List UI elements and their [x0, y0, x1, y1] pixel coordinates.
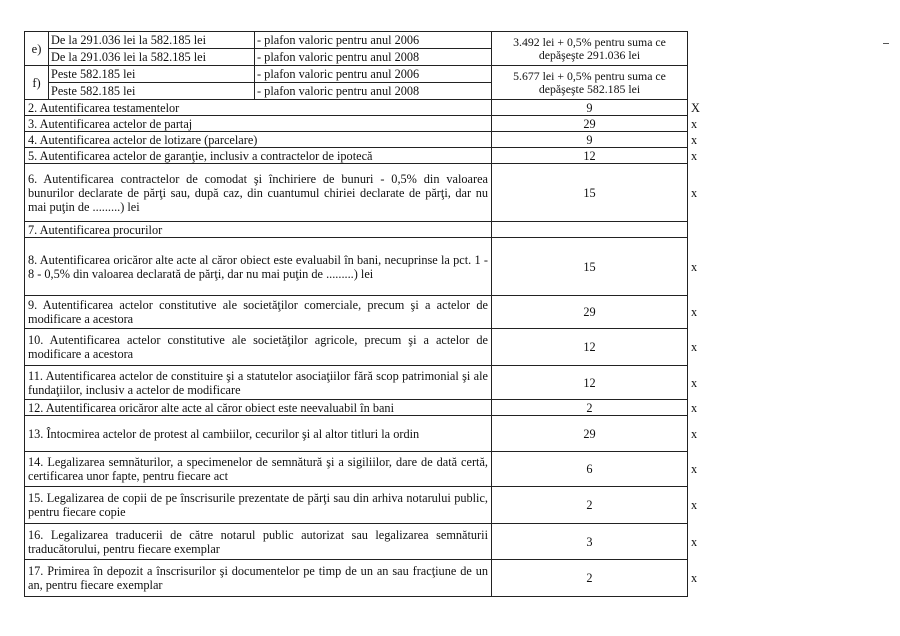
table-row: 9. Autentificarea actelor constitutive ale societăţilor comerciale, precum şi a actelor de modificare a acestora 29 x: [25, 296, 688, 329]
sub-row-letter: e): [25, 32, 49, 66]
table-row: 8. Autentificarea oricăror alte acte al căror obiect este evaluabil în bani, necuprinse la pct. 1 - 8 - 0,5% din valoarea declarată de părţi, dar nu mai puţin de .........) lei 15 x: [25, 238, 688, 296]
table-row: 13. Întocmirea actelor de protest al cambiilor, cecurilor şi al altor titluri la ordin 29 x: [25, 416, 688, 452]
row-description: 2. Autentificarea testamentelor: [25, 100, 492, 116]
row-fee: 9: [492, 132, 688, 148]
row-description: 10. Autentificarea actelor constitutive ale societăţilor agricole, precum şi a actelor de modificare a acestora: [25, 329, 492, 366]
row-description: 13. Întocmirea actelor de protest al cambiilor, cecurilor şi al altor titluri la ordin: [25, 416, 492, 452]
sub-row-letter: f): [25, 66, 49, 100]
sub-row-range: Peste 582.185 lei: [49, 83, 255, 100]
sub-row-range: Peste 582.185 lei: [49, 66, 255, 83]
table-row: 15. Legalizarea de copii de pe înscrisurile prezentate de părţi sau din arhiva notarului public, pentru fiecare copie 2 x: [25, 487, 688, 524]
row-fee: 12: [492, 148, 688, 164]
sub-row-range: De la 291.036 lei la 582.185 lei: [49, 32, 255, 49]
table-row: 4. Autentificarea actelor de lotizare (parcelare) 9 x: [25, 132, 688, 148]
table-row: [25, 222, 688, 238]
row-fee: 12: [492, 329, 688, 366]
sub-row-f: [25, 66, 688, 83]
sub-row-fee: 3.492 lei + 0,5% pentru suma ce depăşeşte 291.036 lei: [492, 32, 688, 66]
sub-row-cap: - plafon valoric pentru anul 2006: [255, 66, 492, 83]
fee-table: [24, 31, 700, 597]
row-description: 8. Autentificarea oricăror alte acte al căror obiect este evaluabil în bani, necuprinse la pct. 1 - 8 - 0,5% din valoarea declarată de părţi, dar nu mai puţin de .........) lei: [25, 238, 492, 296]
table-row: 10. Autentificarea actelor constitutive ale societăţilor agricole, precum şi a actelor de modificare a acestora 12 x: [25, 329, 688, 366]
table-row: 16. Legalizarea traducerii de către notarul public autorizat sau legalizarea semnăturii traducătorului, pentru fiecare exemplar 3 x: [25, 524, 688, 560]
row-description: 17. Primirea în depozit a înscrisurilor şi documentelor pe timp de un an sau fracţiune de un an, pentru fiecare exemplar: [25, 560, 492, 597]
row-description: 15. Legalizarea de copii de pe înscrisurile prezentate de părţi sau din arhiva notarului public, pentru fiecare copie: [25, 487, 492, 524]
row-fee: 29: [492, 296, 688, 329]
row-description: 16. Legalizarea traducerii de către notarul public autorizat sau legalizarea semnăturii traducătorului, pentru fiecare exemplar: [25, 524, 492, 560]
table-row: 6. Autentificarea contractelor de comodat şi închiriere de bunuri - 0,5% din valoarea bunurilor declarate de părţi sau, după caz, din cuantumul chiriei declarate de părţi, dar nu mai puţin de .........) lei 15 x: [25, 164, 688, 222]
table-row: 3. Autentificarea actelor de partaj 29 x: [25, 116, 688, 132]
row-description: 4. Autentificarea actelor de lotizare (parcelare): [25, 132, 492, 148]
sub-row-cap: - plafon valoric pentru anul 2006: [255, 32, 492, 49]
table-row: 2. Autentificarea testamentelor 9 X: [25, 100, 688, 116]
table-row: 5. Autentificarea actelor de garanţie, inclusiv a contractelor de ipotecă 12 x: [25, 148, 688, 164]
row-fee: 2: [492, 560, 688, 597]
row-fee: [492, 222, 688, 238]
row-fee: 2: [492, 400, 688, 416]
table-row: 12. Autentificarea oricăror alte acte al căror obiect este neevaluabil în bani 2 x: [25, 400, 688, 416]
row-fee: 9: [492, 100, 688, 116]
sub-row-cap: - plafon valoric pentru anul 2008: [255, 83, 492, 100]
row-description: 12. Autentificarea oricăror alte acte al căror obiect este neevaluabil în bani: [25, 400, 492, 416]
sub-row-cap: - plafon valoric pentru anul 2008: [255, 49, 492, 66]
row-fee: 15: [492, 164, 688, 222]
row-fee: 29: [492, 416, 688, 452]
row-fee: 12: [492, 366, 688, 400]
row-description: 14. Legalizarea semnăturilor, a specimenelor de semnătură şi a sigiliilor, dare de dată certă, certificarea unor fapte, pentru fiecare act: [25, 452, 492, 487]
sub-row-range: De la 291.036 lei la 582.185 lei: [49, 49, 255, 66]
row-description: 11. Autentificarea actelor de constituire şi a statutelor asociaţiilor fără scop patrimonial şi ale fundaţiilor, inclusiv a actelor de modificare: [25, 366, 492, 400]
table-row: 17. Primirea în depozit a înscrisurilor şi documentelor pe timp de un an sau fracţiune de un an, pentru fiecare exemplar 2 x: [25, 560, 688, 597]
row-description: 6. Autentificarea contractelor de comodat şi închiriere de bunuri - 0,5% din valoarea bunurilor declarate de părţi sau, după caz, din cuantumul chiriei declarate de părţi, dar nu mai puţin de .........) lei: [25, 164, 492, 222]
table-row: 11. Autentificarea actelor de constituire şi a statutelor asociaţiilor fără scop patrimonial şi ale fundaţiilor, inclusiv a actelor de modificare 12 x: [25, 366, 688, 400]
row-description: 9. Autentificarea actelor constitutive ale societăţilor comerciale, precum şi a actelor de modificare a acestora: [25, 296, 492, 329]
sub-row-fee: 5.677 lei + 0,5% pentru suma ce depăşeşte 582.185 lei: [492, 66, 688, 100]
row-fee: 2: [492, 487, 688, 524]
table-row: 14. Legalizarea semnăturilor, a specimenelor de semnătură şi a sigiliilor, dare de dată certă, certificarea unor fapte, pentru fiecare act 6 x: [25, 452, 688, 487]
row-fee: 15: [492, 238, 688, 296]
margin-mark: [883, 43, 889, 44]
row-description: 3. Autentificarea actelor de partaj: [25, 116, 492, 132]
row-fee: 29: [492, 116, 688, 132]
row-fee: 3: [492, 524, 688, 560]
sub-row-e: [25, 32, 688, 49]
row-description: 5. Autentificarea actelor de garanţie, inclusiv a contractelor de ipotecă: [25, 148, 492, 164]
row-description: 7. Autentificarea procurilor: [25, 222, 492, 238]
row-fee: 6: [492, 452, 688, 487]
